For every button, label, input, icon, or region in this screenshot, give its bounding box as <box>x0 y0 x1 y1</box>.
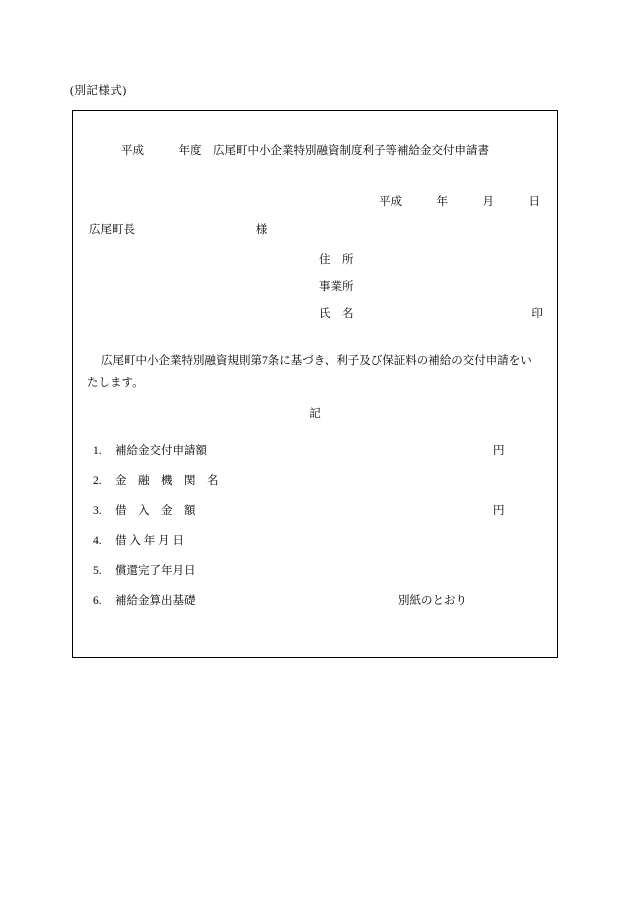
page-title: 平成 年度 広尾町中小企業特別融資制度利子等補給金交付申請書 <box>121 145 489 157</box>
list-item <box>93 472 219 488</box>
item-number: 6. <box>93 595 102 607</box>
field-label-address: 住 所 <box>319 254 354 266</box>
field-label-name: 氏 名 <box>319 308 354 320</box>
seal-mark: 印 <box>531 308 543 320</box>
item-label: 借 入 金 額 <box>115 505 196 517</box>
list-item <box>93 532 184 548</box>
item-label: 金 融 機 関 名 <box>115 475 219 487</box>
item-number: 2. <box>93 475 102 487</box>
item-label: 償還完了年月日 <box>115 565 196 577</box>
addressee-name: 広尾町長 <box>89 224 135 236</box>
form-note: (別記様式) <box>70 85 127 97</box>
body-text: 広尾町中小企業特別融資規則第7条に基づき、利子及び保証料の補給の交付申請をいたします。 <box>87 355 532 389</box>
addressee-suffix: 様 <box>255 224 268 236</box>
item-number: 5. <box>93 565 102 577</box>
item-tail: 円 <box>493 445 505 457</box>
ki-heading: 記 <box>309 408 321 420</box>
date-line: 平成 年 月 日 <box>379 196 540 208</box>
list-item <box>93 502 505 518</box>
item-tail: 円 <box>493 505 505 517</box>
list-item <box>93 442 505 458</box>
field-row-name <box>319 305 543 321</box>
item-number: 1. <box>93 445 102 457</box>
item-label: 借 入 年 月 日 <box>115 535 184 547</box>
field-label-business: 事業所 <box>319 281 354 293</box>
list-item <box>93 562 196 578</box>
item-number: 3. <box>93 505 102 517</box>
application-form-box <box>72 110 558 658</box>
field-row-address <box>319 251 354 267</box>
field-row-business <box>319 278 354 294</box>
item-label: 補給金交付申請額 <box>115 445 207 457</box>
item-tail: 別紙のとおり <box>398 595 467 607</box>
addressee-line <box>89 221 267 237</box>
item-number: 4. <box>93 535 102 547</box>
list-item <box>93 592 467 608</box>
item-label: 補給金算出基礎 <box>115 595 196 607</box>
